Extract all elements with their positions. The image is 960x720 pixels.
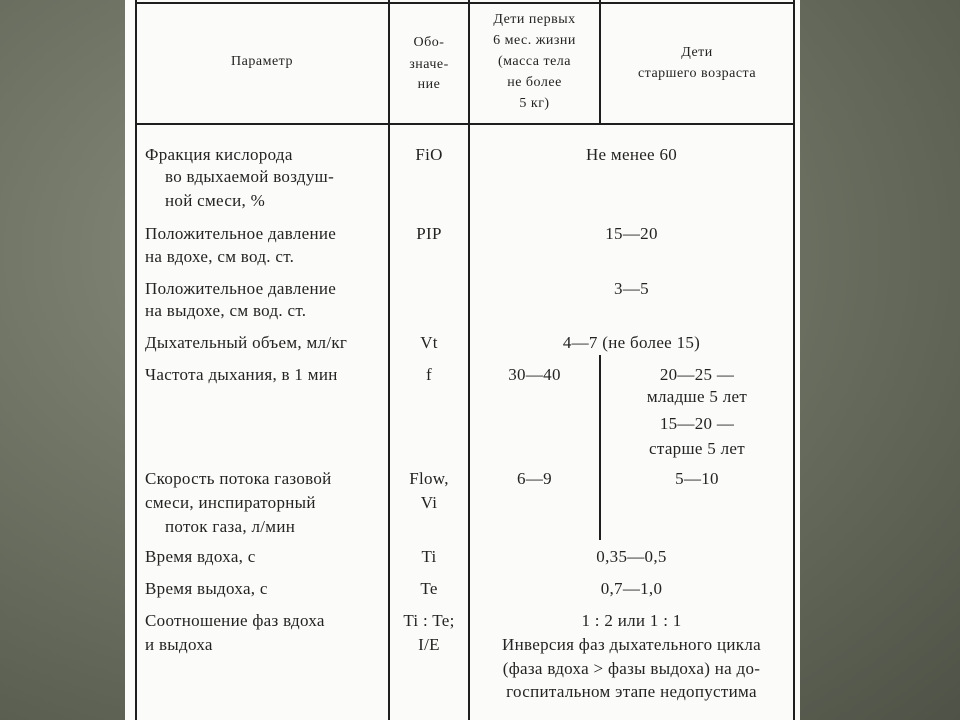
table-border-left [135, 0, 137, 720]
row-value: 0,7—1,0 [600, 579, 663, 598]
row-value: 1 : 2 или 1 : 1 [581, 611, 682, 630]
table-border-top [135, 2, 795, 4]
row-value-older: 5—10 [675, 469, 719, 488]
row-value-older: 20—25 — [659, 365, 735, 384]
row-symbol: Ti [421, 547, 437, 566]
row-param: Время вдоха, с [145, 547, 256, 566]
row-value: 15—20 [605, 224, 658, 243]
row-symbol: FiO [415, 145, 443, 164]
row-symbol: Ti : Te; [403, 611, 455, 630]
row-param: Частота дыхания, в 1 мин [145, 365, 338, 384]
row-param: Фракция кислорода [145, 145, 293, 164]
row-param: Скорость потока газовой [145, 469, 332, 488]
row-param: Положительное давление [145, 279, 337, 298]
row-symbol: Flow, [409, 469, 449, 488]
row-param: Положительное давление [145, 224, 337, 243]
header-separator [135, 123, 795, 125]
row-note: Инверсия фаз дыхательного цикла [502, 635, 761, 654]
row-symbol: PIP [416, 224, 442, 243]
document-page: Параметр Обо- значе- ние Дети первых 6 мес. жизни (масса тела не более 5 кг) Дети старшего возраста Фракция кислорода во вдыхаемой воздуш- ной смеси, % FiO Не менее 60 Положительное давление на вдохе, см вод. ст. PIP 15—20 Положительное давление на выдохе, см вод. ст. 3—5 Дыхательный объем, мл/кг Vt 4—7 (не более 15) Частота дыхания, в 1 мин f 30—40 20—25 — младше 5 лет 15—20 — старше 5 лет Скорость потока газовой смеси, инспираторный поток газа, л/мин Flow, Vi 6—9 5—10 Время вдоха, с Ti 0,35—0,5 Время выдоха, с Te 0,7—1,0 Соотношение фаз вдоха и выдоха Ti : Te; I/E 1 : 2 или 1 : 1 Инверсия фаз дыхательного цикла (фаза вдоха > фазы выдоха) на до- госпитальном этапе недопустима [125, 0, 800, 720]
row-param: Время выдоха, с [145, 579, 268, 598]
row-param: Соотношение фаз вдоха [145, 611, 325, 630]
row-symbol: Te [420, 579, 438, 598]
row-symbol: f [426, 365, 432, 384]
table-border-right [793, 0, 795, 720]
row-value: 3—5 [614, 279, 649, 298]
row-value: 4—7 (не более 15) [562, 333, 701, 352]
row-value: Не менее 60 [585, 145, 678, 164]
row-value-infants: 6—9 [517, 469, 552, 488]
row-value: 0,35—0,5 [596, 547, 667, 566]
header-param: Параметр [231, 54, 293, 69]
row-symbol: Vt [420, 333, 438, 352]
row-param: Дыхательный объем, мл/кг [145, 333, 348, 352]
row-value-infants: 30—40 [508, 365, 561, 384]
